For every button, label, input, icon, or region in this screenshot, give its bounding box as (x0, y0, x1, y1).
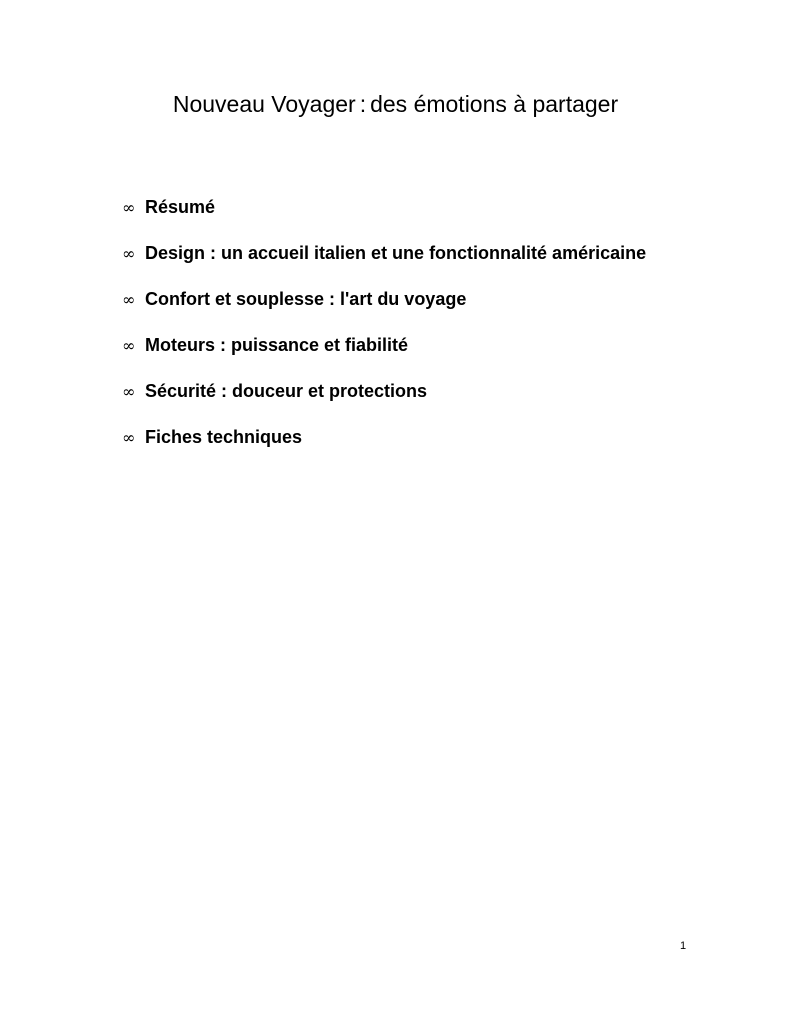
infinity-bullet-icon: ∞ (122, 244, 136, 263)
toc-item-securite[interactable] (122, 381, 646, 427)
title-part-1: Nouveau Voyager (172, 91, 356, 118)
infinity-bullet-icon: ∞ (122, 336, 136, 355)
title-part-2: des émotions à partager (370, 91, 619, 118)
toc-item-confort[interactable] (122, 289, 646, 335)
table-of-contents (122, 197, 646, 473)
page-title (0, 91, 791, 118)
infinity-bullet-icon: ∞ (122, 290, 136, 309)
toc-item-label: Fiches techniques (145, 427, 303, 447)
toc-item-design[interactable] (122, 243, 646, 289)
toc-item-fiches-techniques[interactable] (122, 427, 646, 473)
infinity-bullet-icon: ∞ (122, 382, 136, 401)
toc-item-label: Design : un accueil italien et une fonctionnalité américaine (145, 243, 647, 263)
infinity-bullet-icon: ∞ (122, 428, 136, 447)
toc-item-label: Moteurs : puissance et fiabilité (145, 335, 409, 355)
infinity-bullet-icon: ∞ (122, 198, 136, 217)
toc-item-label: Confort et souplesse : l'art du voyage (145, 289, 467, 309)
title-separator: : (359, 91, 367, 118)
toc-item-label: Résumé (145, 197, 216, 217)
toc-item-label: Sécurité : douceur et protections (145, 381, 428, 401)
toc-item-resume[interactable] (122, 197, 646, 243)
toc-item-moteurs[interactable] (122, 335, 646, 381)
page-number: 1 (680, 940, 687, 952)
